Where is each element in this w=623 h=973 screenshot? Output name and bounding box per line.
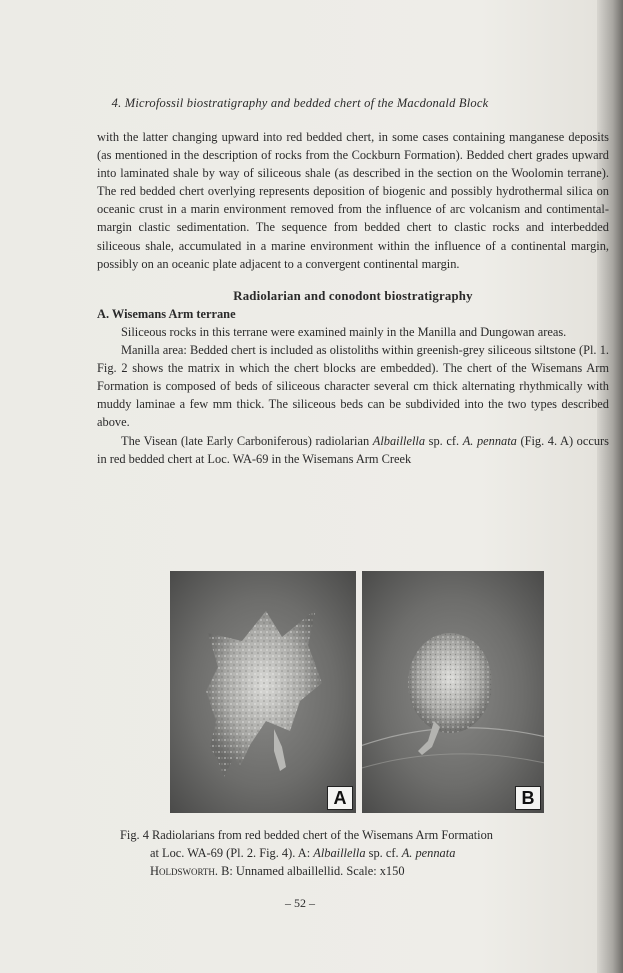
caption-line-3: [120, 862, 585, 880]
body-text: [97, 128, 609, 468]
radiolarian-b-image: [362, 571, 544, 813]
paragraph-1: with the latter changing upward into red bedded chert, in some cases containing manganese deposits (as mentioned in the description of rocks from the Cockburn Formation). Bedded chert grades upward into laminated shale by way of siliceous shale (as described in the section on the Woolomin terrane). The red bedded chert overlying represents deposition of biogenic and possibly hydrothermal silica on oceanic crust in a marin environment removed from the influence of arc volcanism and contimental-margin clastic sedimentation. The sequence from bedded chert to clastic rocks and interbedded siliceous shale, accumulated in a marine environment within the influence of a continental margin, possibly on an oceanic plate adjacent to a convergent continental margin.: [97, 130, 609, 271]
paragraph-2: Siliceous rocks in this terrane were examined mainly in the Manilla and Dungowan areas.: [121, 324, 567, 339]
section-title: Radiolarian and conodont biostratigraphy: [233, 288, 473, 303]
p4-species: A. pennata: [462, 433, 517, 448]
caption-author: Holdsworth: [150, 864, 215, 878]
caption-text-c: sp. cf.: [365, 846, 402, 860]
sem-photo-a: [170, 571, 356, 813]
caption-line-2: [120, 844, 585, 862]
p4-text-a: The Visean (late Early Carboniferous) radiolarian: [121, 433, 373, 448]
caption-line-1: Fig. 4 Radiolarians from red bedded chert of the Wisemans Arm Formation: [120, 828, 493, 842]
p4-text-e: (Fig. 4. A) occurs in red bedded chert at Loc. WA-69 in the Wisemans Arm Creek: [97, 433, 610, 466]
caption-species: A. pennata: [401, 846, 456, 860]
radiolarian-a-image: [170, 571, 356, 813]
subsection-title: A. Wisemans Arm terrane: [97, 306, 236, 321]
caption-rest: . B: Unnamed albaillellid. Scale: x150: [214, 864, 405, 878]
p4-text-c: sp. cf.: [425, 433, 463, 448]
figure-caption: [120, 826, 585, 880]
panel-b-label: B: [515, 786, 541, 810]
figure-4: [170, 571, 572, 813]
sem-photo-b: [362, 571, 544, 813]
paragraph-4: [97, 432, 609, 468]
caption-text-a: at Loc. WA-69 (Pl. 2. Fig. 4). A:: [150, 846, 314, 860]
running-head: 4. Microfossil biostratigraphy and bedded chert of the Macdonald Block: [111, 96, 489, 110]
p4-genus: Albaillella: [372, 433, 426, 448]
caption-genus: Albaillella: [313, 846, 366, 860]
panel-a-label: A: [327, 786, 353, 810]
paragraph-3: Manilla area: Bedded chert is included as olistoliths within greenish-grey siliceous siltstone (Pl. 1. Fig. 2 shows the matrix in which the chert blocks are embedded). The chert of the Wisemans Arm Formation is composed of beds of siliceous character several cm thick alternating rhythmically with muddy laminae a few mm thick. The siliceous beds can be subdivided into the two types described above.: [97, 343, 609, 430]
page-number: – 52 –: [285, 896, 315, 910]
